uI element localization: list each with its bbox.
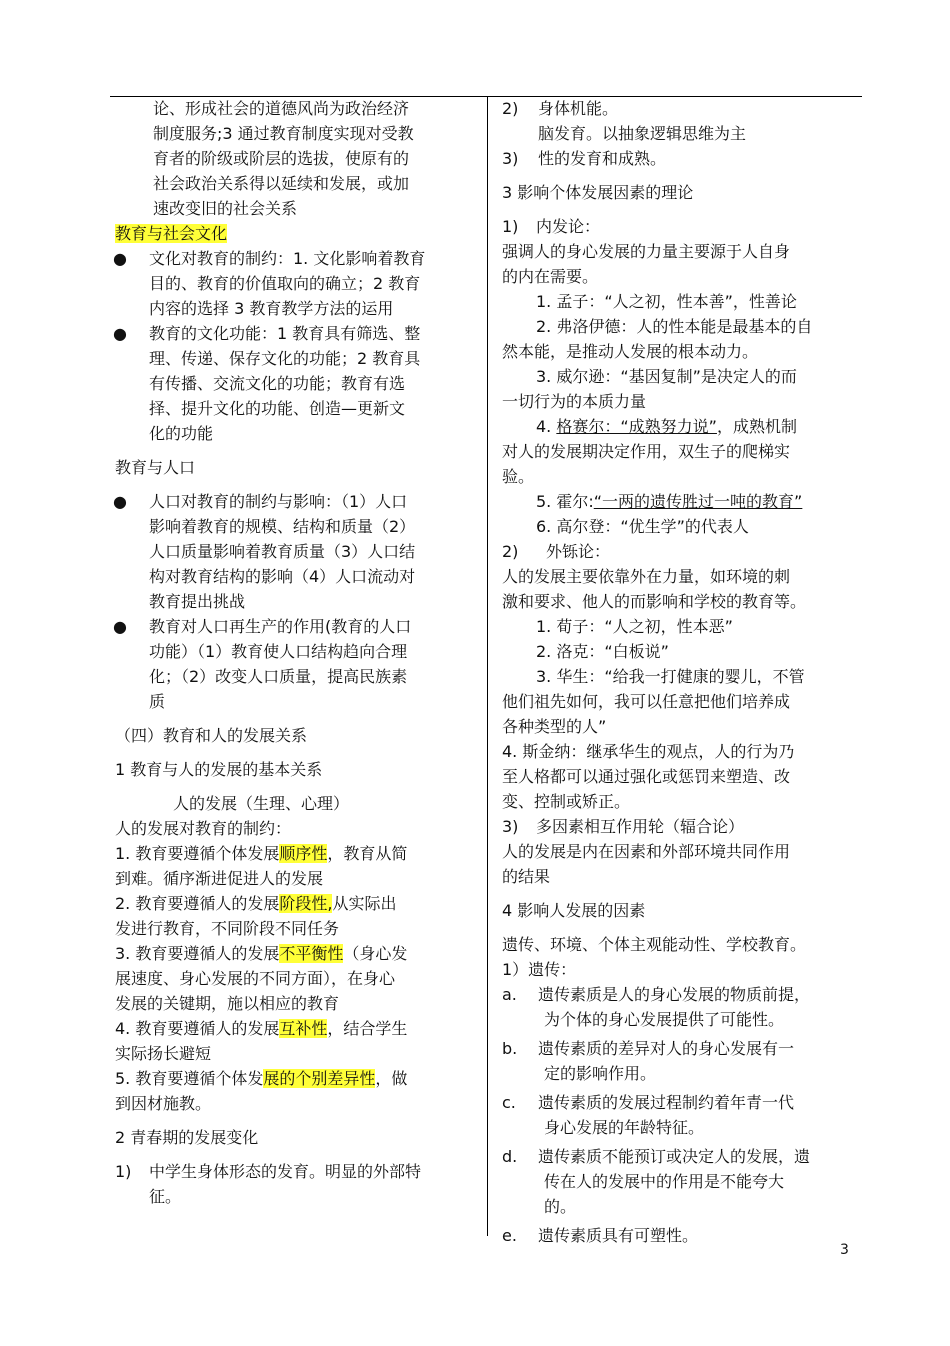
text-line: 强调人的身心发展的力量主要源于人自身 bbox=[502, 242, 791, 261]
lettered-item: c. 遗传素质的发展过程制约着年青一代 身心发展的年龄特征。 bbox=[502, 1093, 795, 1137]
text-line: 发展的关键期，施以相应的教育 bbox=[115, 994, 340, 1013]
lettered-item: b. 遗传素质的差异对人的身心发展有一 定的影响作用。 bbox=[502, 1039, 795, 1083]
text-line: 化的功能 bbox=[149, 424, 214, 443]
section-heading: （四）教育和人的发展关系 bbox=[115, 726, 308, 745]
text-line: 论、形成社会的道德风尚为政治经济 bbox=[153, 99, 410, 118]
highlight-order: 顺序性 bbox=[279, 844, 328, 863]
theory-item: 4. 斯金纳：继承华生的观点，人的行为乃 bbox=[502, 742, 795, 761]
text-line: 实际扬长避短 bbox=[115, 1044, 212, 1063]
text-line: 构对教育结构的影响（4）人口流动对 bbox=[149, 567, 416, 586]
lettered-item: e. 遗传素质具有可塑性。 bbox=[502, 1226, 699, 1245]
highlight-imbalance: 不平衡性 bbox=[279, 944, 344, 963]
text-line: 到难。循序渐进促进人的发展 bbox=[115, 869, 324, 888]
text-line: 速改变旧的社会关系 bbox=[153, 199, 298, 218]
principle-4: 4. 教育要遵循人的发展互补性，结合学生 bbox=[115, 1019, 408, 1038]
text-line: 教育提出挑战 bbox=[149, 592, 246, 611]
theory-item: 3. 华生：“给我一打健康的婴儿，不管 bbox=[536, 667, 805, 686]
theory-item: 2. 洛克：“白板说” bbox=[536, 642, 669, 661]
text-line: 各种类型的人” bbox=[502, 717, 607, 736]
text-line: 人口质量影响着教育质量（3）人口结 bbox=[149, 542, 416, 561]
theory-item: 2. 弗洛伊德：人的性本能是最基本的自 bbox=[536, 317, 813, 336]
population-heading: 教育与人口 bbox=[115, 458, 196, 477]
highlight-stage: 阶段性, bbox=[279, 894, 333, 913]
page-number: 3 bbox=[840, 1242, 849, 1258]
bullet-item bbox=[115, 321, 477, 446]
subsection-heading: 1 教育与人的发展的基本关系 bbox=[115, 760, 323, 779]
text-line: 功能）（1）教育使人口结构趋向合理 bbox=[149, 642, 408, 661]
text-line: 对人的发展期决定作用，双生子的爬梯实 bbox=[502, 442, 791, 461]
text-line: 的结果 bbox=[502, 867, 551, 886]
bullet-icon: ● bbox=[113, 324, 127, 343]
text-line: 他们祖先如何，我可以任意把他们培养成 bbox=[502, 692, 791, 711]
text-line: 然本能，是推动人发展的根本动力。 bbox=[502, 342, 759, 361]
bullet-item bbox=[115, 614, 477, 714]
text-line: 验。 bbox=[502, 467, 535, 486]
theory-item: 1. 荀子：“人之初，性本恶” bbox=[536, 617, 733, 636]
text-line: 一切行为的本质力量 bbox=[502, 392, 647, 411]
development-line: 人的发展（生理、心理） bbox=[173, 794, 350, 813]
theory-item: 3. 威尔逊：“基因复制”是决定人的而 bbox=[536, 367, 797, 386]
text-line: 至人格都可以通过强化或惩罚来塑造、改 bbox=[502, 767, 791, 786]
theory-item: 5. 霍尔:“一两的遗传胜过一吨的教育” bbox=[536, 492, 803, 511]
text-line: 发进行教育，不同阶段不同任务 bbox=[115, 919, 340, 938]
principle-1: 1. 教育要遵循个体发展顺序性，教育从简 bbox=[115, 844, 408, 863]
text-line: 征。 bbox=[149, 1187, 182, 1206]
text-line: 择、提升文化的功能、创造—更新文 bbox=[149, 399, 406, 418]
text-line: 目的、教育的价值取向的确立；2 教育 bbox=[149, 274, 421, 293]
numbered-item: 1) 内发论： bbox=[502, 217, 601, 236]
numbered-item: 2) 身体机能。 bbox=[502, 99, 619, 118]
text-line: 的内在需要。 bbox=[502, 267, 599, 286]
highlight-individual: 展的个别差异性 bbox=[263, 1069, 376, 1088]
text-line: 教育对人口再生产的作用(教育的人口 bbox=[149, 617, 412, 636]
theory-item: 4. 格赛尔：“成熟努力说”，成熟机制 bbox=[536, 417, 797, 436]
intro-paragraph bbox=[115, 96, 477, 221]
right-column bbox=[502, 96, 860, 1248]
text-line: 人的发展主要依靠外在力量，如环境的刺 bbox=[502, 567, 791, 586]
theory-item: 1. 孟子：“人之初，性本善”，性善论 bbox=[536, 292, 797, 311]
factors-heading: 4 影响人发展的因素 bbox=[502, 901, 646, 920]
bullet-icon: ● bbox=[113, 617, 127, 636]
text-line: 社会政治关系得以延续和发展，或加 bbox=[153, 174, 410, 193]
numbered-item bbox=[115, 1159, 477, 1209]
text-line: 中学生身体形态的发育。明显的外部特 bbox=[149, 1162, 422, 1181]
lettered-item: d. 遗传素质不能预订或决定人的发展，遗 传在人的发展中的作用是不能夸大 的。 bbox=[502, 1147, 811, 1216]
text-line: 变、控制或矫正。 bbox=[502, 792, 631, 811]
text-line: 育者的阶级或阶层的选拔，使原有的 bbox=[153, 149, 410, 168]
subsection-heading: 2 青春期的发展变化 bbox=[115, 1128, 259, 1147]
constraint-intro: 人的发展对教育的制约： bbox=[115, 819, 292, 838]
text-line: 化；（2）改变人口质量，提高民族素 bbox=[149, 667, 408, 686]
text-line: 脑发育。以抽象逻辑思维为主 bbox=[538, 124, 747, 143]
text-line: 文化对教育的制约：1. 文化影响着教育 bbox=[149, 249, 426, 268]
principle-5: 5. 教育要遵循个体发展的个别差异性，做 bbox=[115, 1069, 408, 1088]
theory-item: 6. 高尔登：“优生学”的代表人 bbox=[536, 517, 749, 536]
highlight-complement: 互补性 bbox=[279, 1019, 328, 1038]
text-line: 质 bbox=[149, 692, 166, 711]
bullet-item bbox=[115, 489, 477, 614]
culture-heading: 教育与社会文化 bbox=[115, 224, 228, 243]
text-line: 影响着教育的规模、结构和质量（2） bbox=[149, 517, 416, 536]
text-line: 理、传递、保存文化的功能；2 教育具 bbox=[149, 349, 421, 368]
text-line: 到因材施教。 bbox=[115, 1094, 212, 1113]
item-number: 1) bbox=[115, 1162, 132, 1181]
left-column bbox=[115, 96, 477, 1209]
column-divider bbox=[487, 96, 488, 1236]
text-line: 内容的选择 3 教育教学方法的运用 bbox=[149, 299, 394, 318]
text-line: 制度服务;3 通过教育制度实现对受教 bbox=[153, 124, 414, 143]
numbered-item: 3) 性的发育和成熟。 bbox=[502, 149, 667, 168]
text-line: 人口对教育的制约与影响：（1）人口 bbox=[149, 492, 408, 511]
factors-list: 遗传、环境、个体主观能动性、学校教育。 bbox=[502, 935, 807, 954]
bullet-item bbox=[115, 246, 477, 321]
numbered-item: 3) 多因素相互作用轮（辐合论） bbox=[502, 817, 745, 836]
text-line: 有传播、交流文化的功能；教育有选 bbox=[149, 374, 406, 393]
text-line: 教育的文化功能：1 教育具有筛选、整 bbox=[149, 324, 421, 343]
text-line: 展速度、身心发展的不同方面），在身心 bbox=[115, 969, 396, 988]
text-line: 激和要求、他人的而影响和学校的教育等。 bbox=[502, 592, 807, 611]
principle-2: 2. 教育要遵循人的发展阶段性,从实际出 bbox=[115, 894, 397, 913]
lettered-item: a. 遗传素质是人的身心发展的物质前提， 为个体的身心发展提供了可能性。 bbox=[502, 985, 811, 1029]
principle-3: 3. 教育要遵循人的发展不平衡性（身心发 bbox=[115, 944, 408, 963]
theory-heading: 3 影响个体发展因素的理论 bbox=[502, 183, 694, 202]
bullet-icon: ● bbox=[113, 249, 127, 268]
numbered-item: 2) 外铄论： bbox=[502, 542, 611, 561]
heredity-heading: 1）遗传： bbox=[502, 960, 577, 979]
text-line: 人的发展是内在因素和外部环境共同作用 bbox=[502, 842, 791, 861]
bullet-icon: ● bbox=[113, 492, 127, 511]
